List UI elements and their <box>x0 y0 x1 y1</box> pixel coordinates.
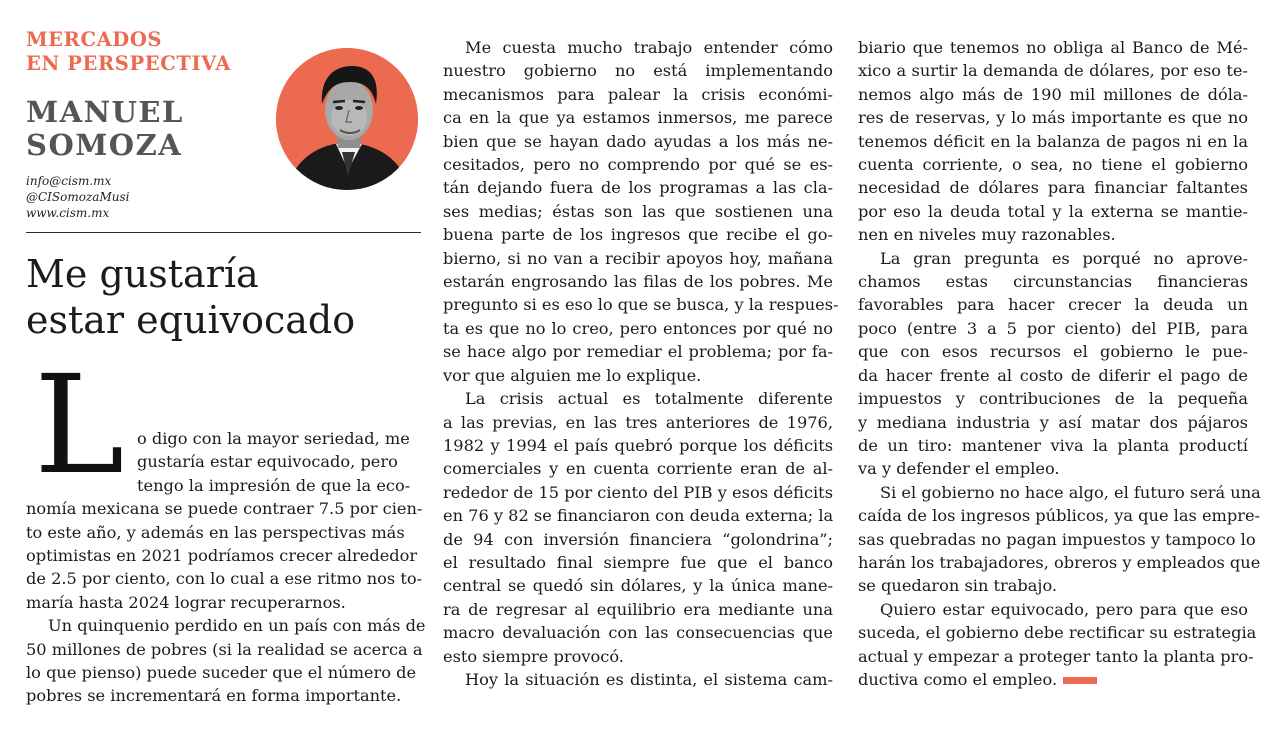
body-line: esto siempre provocó. <box>443 646 624 666</box>
body-line: actual y empezar a proteger tanto la planta pro- <box>858 646 1254 666</box>
body-line: gustaría estar equivocado, pero <box>137 452 398 472</box>
author-name <box>26 96 184 162</box>
body-line: La gran pregunta es porqué no aprove- <box>880 248 1248 268</box>
body-line: bierno, si no van a recibir apoyos hoy, mañana <box>443 248 833 268</box>
body-line: por eso la deuda total y la externa se mantie- <box>858 201 1248 221</box>
body-line: nuestro gobierno no está implementando <box>443 61 833 81</box>
body-line: central se quedó sin dólares, y la única mane- <box>443 576 833 596</box>
author-portrait <box>276 48 418 190</box>
body-line: sas quebradas no pagan impuestos y tampoco lo <box>858 529 1256 549</box>
article-headline <box>26 251 426 343</box>
body-line: La crisis actual es totalmente diferente <box>465 389 833 409</box>
section-title-line-1: MERCADOS <box>26 28 163 51</box>
body-line: macro devaluación con las consecuencias que <box>443 623 833 643</box>
body-line: nomía mexicana se puede contraer 7.5 por cien- <box>26 499 423 519</box>
body-line: vor que alguien me lo explique. <box>443 365 702 385</box>
body-line: Un quinquenio perdido en un país con más de <box>48 616 426 636</box>
body-line: ca en la que ya estamos inmersos, me parece <box>443 108 833 128</box>
body-line: tán dejando fuera de los programas a las cla- <box>443 178 833 198</box>
body-line: poco (entre 3 a 5 por ciento) del PIB, para <box>858 318 1248 338</box>
author-website[interactable]: www.cism.mx <box>26 206 110 220</box>
body-line: ta es que no lo creo, pero entonces por qué no <box>443 318 833 338</box>
section-title <box>26 28 231 76</box>
article-column-3 <box>858 36 1261 691</box>
body-line: tengo la impresión de que la eco- <box>137 475 411 495</box>
body-line: Si el gobierno no hace algo, el futuro será una <box>880 482 1261 502</box>
body-line: que con esos recursos el gobierno le pue- <box>858 342 1248 362</box>
body-line: Hoy la situación es distinta, el sistema cam- <box>465 669 833 689</box>
body-line: o digo con la mayor seriedad, me <box>137 429 410 448</box>
body-line: pobres se incrementará en forma importante. <box>26 686 402 706</box>
body-line: ductiva como el empleo. <box>858 669 1058 689</box>
section-title-line-2: EN PERSPECTIVA <box>26 52 232 75</box>
body-line: lo que pienso) puede suceder que el número de <box>26 663 417 683</box>
body-line: mecanismos para palear la crisis económi- <box>443 84 833 104</box>
body-line: caída de los ingresos públicos, ya que las empre- <box>858 506 1261 526</box>
body-line: buena parte de los ingresos que recibe el go- <box>443 225 833 245</box>
author-portrait-image <box>276 48 418 190</box>
body-line: de 2.5 por ciento, con lo cual a ese ritmo nos to- <box>26 569 423 589</box>
body-line: ra de regresar al equilibrio era mediante una <box>443 599 833 619</box>
body-line: el resultado final siempre fue que el banco <box>443 552 833 572</box>
body-line: nen en niveles muy razonables. <box>858 225 1116 245</box>
author-email[interactable]: info@cism.mx <box>26 174 112 188</box>
author-twitter[interactable]: @CISomozaMusi <box>26 190 130 204</box>
body-line: se quedaron sin trabajo. <box>858 576 1058 596</box>
body-line: va y defender el empleo. <box>858 459 1060 479</box>
body-line: pregunto si es eso lo que se busca, y la respues- <box>443 295 839 315</box>
body-line: ses medias; éstas son las que sostienen una <box>443 201 833 221</box>
author-first-name: MANUEL <box>26 95 184 129</box>
body-line: suceda, el gobierno debe rectificar su estrategia <box>858 623 1257 643</box>
body-line: res de reservas, y lo más importante es que no <box>858 108 1248 128</box>
article-last-line <box>858 668 1248 691</box>
body-line: nemos algo más de 190 mil millones de dóla- <box>858 84 1248 104</box>
body-line: chamos estas circunstancias financieras <box>858 272 1248 292</box>
body-line: rededor de 15 por ciento del PIB y esos déficits <box>443 482 833 502</box>
article-column-2 <box>443 36 839 691</box>
body-line: tenemos déficit en la balanza de pagos ni en la <box>858 131 1248 151</box>
body-line: maría hasta 2024 lograr recuperarnos. <box>26 592 346 612</box>
body-line: Quiero estar equivocado, pero para que eso <box>880 599 1248 619</box>
end-of-article-mark <box>1063 677 1097 684</box>
headline-line-1: Me gustaría <box>26 252 259 296</box>
body-line: 50 millones de pobres (si la realidad se acerca a <box>26 639 423 659</box>
body-line: cuenta corriente, o sea, no tiene el gobierno <box>858 155 1248 175</box>
body-line: impuestos y contribuciones de la pequeña <box>858 389 1248 409</box>
body-line: harán los trabajadores, obreros y empleados que <box>858 552 1261 572</box>
body-line: biario que tenemos no obliga al Banco de Mé- <box>858 38 1248 57</box>
body-line: de un tiro: mantener viva la planta productí <box>858 435 1248 455</box>
header-divider <box>26 232 421 233</box>
body-line: se hace algo por remediar el problema; por fa- <box>443 342 833 362</box>
body-line: en 76 y 82 se financiaron con deuda externa; la <box>443 506 834 526</box>
body-line: necesidad de dólares para financiar faltantes <box>858 178 1248 198</box>
body-line: favorables para hacer crecer la deuda un <box>858 295 1248 315</box>
author-contacts <box>26 173 129 221</box>
body-line: de 94 con inversión financiera “golondrina”; <box>443 529 833 549</box>
body-line: xico a surtir la demanda de dólares, por eso te- <box>858 61 1248 81</box>
body-line: y mediana industria y así matar dos pájaros <box>858 412 1248 432</box>
headline-line-2: estar equivocado <box>26 298 356 342</box>
body-line: estarán engrosando las filas de los pobres. Me <box>443 272 833 292</box>
body-line: comerciales y en cuenta corriente eran de al- <box>443 459 833 479</box>
body-line: cesitados, pero no comprendo por qué se es- <box>443 155 833 175</box>
body-line: a las previas, en las tres anteriores de 1976, <box>443 412 833 432</box>
body-line: bien que se hayan dado ayudas a los más ne- <box>443 131 833 151</box>
body-line: to este año, y además en las perspectivas más <box>26 522 405 542</box>
body-line: optimistas en 2021 podríamos crecer alrededor <box>26 546 418 566</box>
body-line: 1982 y 1994 el país quebró porque los déficits <box>443 435 833 455</box>
article-column-1 <box>26 427 426 708</box>
body-line: Me cuesta mucho trabajo entender cómo <box>465 38 833 57</box>
author-last-name: SOMOZA <box>26 128 183 162</box>
body-line: da hacer frente al costo de diferir el pago de <box>858 365 1248 385</box>
drop-cap: L <box>34 347 125 505</box>
